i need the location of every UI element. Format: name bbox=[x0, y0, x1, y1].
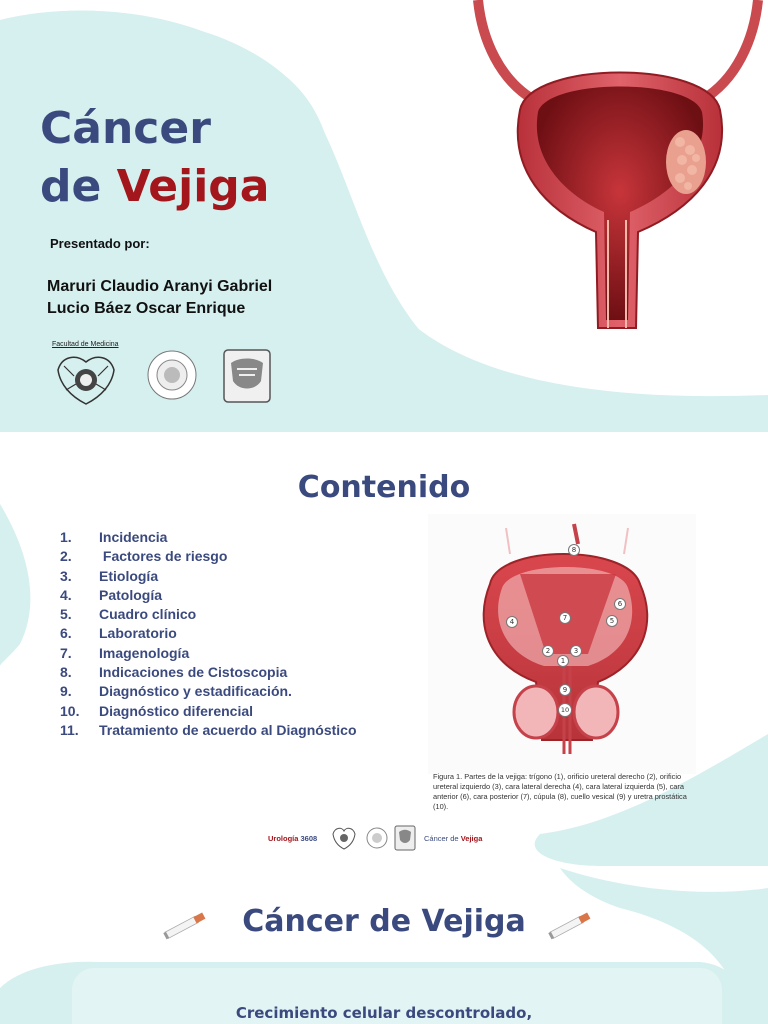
marker-6: 6 bbox=[614, 598, 626, 610]
slide-title bbox=[40, 100, 270, 216]
marker-2: 2 bbox=[542, 645, 554, 657]
marker-3: 3 bbox=[570, 645, 582, 657]
definition-title: Cáncer de Vejiga bbox=[242, 904, 526, 939]
toc-label: Diagnóstico diferencial bbox=[99, 702, 254, 719]
toc-number: 5. bbox=[60, 606, 72, 623]
title-slide bbox=[0, 0, 768, 432]
unam-logo bbox=[221, 347, 273, 405]
title-line-2 bbox=[40, 158, 270, 216]
footer-hospital-logo bbox=[366, 827, 388, 849]
toc-item bbox=[60, 625, 357, 644]
title-line-1: Cáncer bbox=[40, 103, 211, 154]
marker-7: 7 bbox=[559, 612, 571, 624]
author-1: Maruri Claudio Aranyi Gabriel bbox=[47, 278, 273, 295]
footer-topic-b: Vejiga bbox=[460, 834, 483, 843]
toc-item bbox=[60, 568, 357, 587]
marker-4: 4 bbox=[506, 616, 518, 628]
unam-medicine-logo bbox=[52, 350, 120, 408]
marker-5: 5 bbox=[606, 615, 618, 627]
footer-course-code: 3608 bbox=[300, 834, 318, 843]
toc-item bbox=[60, 606, 357, 625]
definition-card bbox=[72, 968, 722, 1024]
marker-1: 1 bbox=[557, 655, 569, 667]
toc-number: 3. bbox=[60, 567, 72, 584]
toc-number: 8. bbox=[60, 664, 72, 681]
footer-course-name: Urología bbox=[268, 834, 301, 843]
toc-number: 9. bbox=[60, 683, 72, 700]
toc-item bbox=[60, 548, 357, 567]
toc-label: Incidencia bbox=[99, 529, 168, 545]
toc-label: Diagnóstico y estadificación. bbox=[99, 683, 292, 700]
marker-9: 9 bbox=[559, 684, 571, 696]
toc-label: Patología bbox=[99, 586, 163, 603]
toc-item bbox=[60, 645, 357, 664]
author-2: Lucio Báez Oscar Enrique bbox=[47, 300, 246, 317]
authors-list bbox=[47, 276, 272, 320]
marker-8: 8 bbox=[568, 544, 580, 556]
toc-number: 11. bbox=[60, 721, 79, 738]
cigarette-icon bbox=[545, 908, 595, 942]
toc-number: 4. bbox=[60, 586, 72, 603]
toc-item bbox=[60, 683, 357, 702]
definition-text: Crecimiento celular descontrolado, bbox=[235, 1004, 533, 1022]
bladder-anatomy-diagram bbox=[428, 514, 696, 774]
footer-topic-a: Cáncer de bbox=[424, 834, 461, 843]
toc-label: Cuadro clínico bbox=[99, 606, 197, 623]
footer-unam-logo bbox=[394, 825, 416, 851]
toc-number: 6. bbox=[60, 625, 72, 642]
tumor-mass bbox=[666, 130, 706, 194]
presented-by-label: Presentado por: bbox=[50, 236, 150, 251]
toc-label: Indicaciones de Cistoscopia bbox=[99, 664, 288, 681]
footer-topic bbox=[424, 834, 482, 843]
toc-item bbox=[60, 703, 357, 722]
toc-label: Imagenología bbox=[99, 644, 190, 661]
toc-label: Laboratorio bbox=[99, 625, 177, 642]
title-vejiga: Vejiga bbox=[116, 161, 270, 212]
toc-label: Tratamiento de acuerdo al Diagnóstico bbox=[99, 721, 357, 738]
toc-item bbox=[60, 664, 357, 683]
table-of-contents bbox=[60, 529, 357, 741]
logo-caption: Facultad de Medicina bbox=[52, 341, 119, 348]
bladder-anatomy-figure bbox=[428, 514, 696, 774]
footer-course bbox=[268, 834, 317, 843]
toc-number: 1. bbox=[60, 529, 72, 545]
toc-number: 2. bbox=[60, 548, 72, 565]
contents-slide bbox=[0, 434, 768, 866]
definition-slide bbox=[0, 868, 768, 1024]
figure-caption: Figura 1. Partes de la vejiga: trígono (1), orificio ureteral derecho (2), orificio ureteral izquierdo (3), cara lateral derecha (4), cara lateral izquierda (5), cara anterior (6), cara posterior (7), cúpula (8), cuello vesical (9) y uretra prostática (10). bbox=[433, 772, 687, 811]
toc-item bbox=[60, 587, 357, 606]
toc-number: 7. bbox=[60, 644, 72, 661]
bladder-illustration bbox=[470, 0, 768, 335]
contents-title: Contenido bbox=[297, 470, 471, 505]
toc-number: 10. bbox=[60, 702, 80, 719]
marker-10: 10 bbox=[558, 703, 572, 717]
toc-label: Factores de riesgo bbox=[99, 548, 228, 565]
footer-unam-medicine-logo bbox=[330, 825, 358, 851]
toc-item bbox=[60, 722, 357, 741]
hospital-general-logo bbox=[145, 348, 199, 402]
toc-item bbox=[60, 529, 357, 548]
title-de: de bbox=[40, 161, 117, 212]
toc-label: Etiología bbox=[99, 567, 159, 584]
